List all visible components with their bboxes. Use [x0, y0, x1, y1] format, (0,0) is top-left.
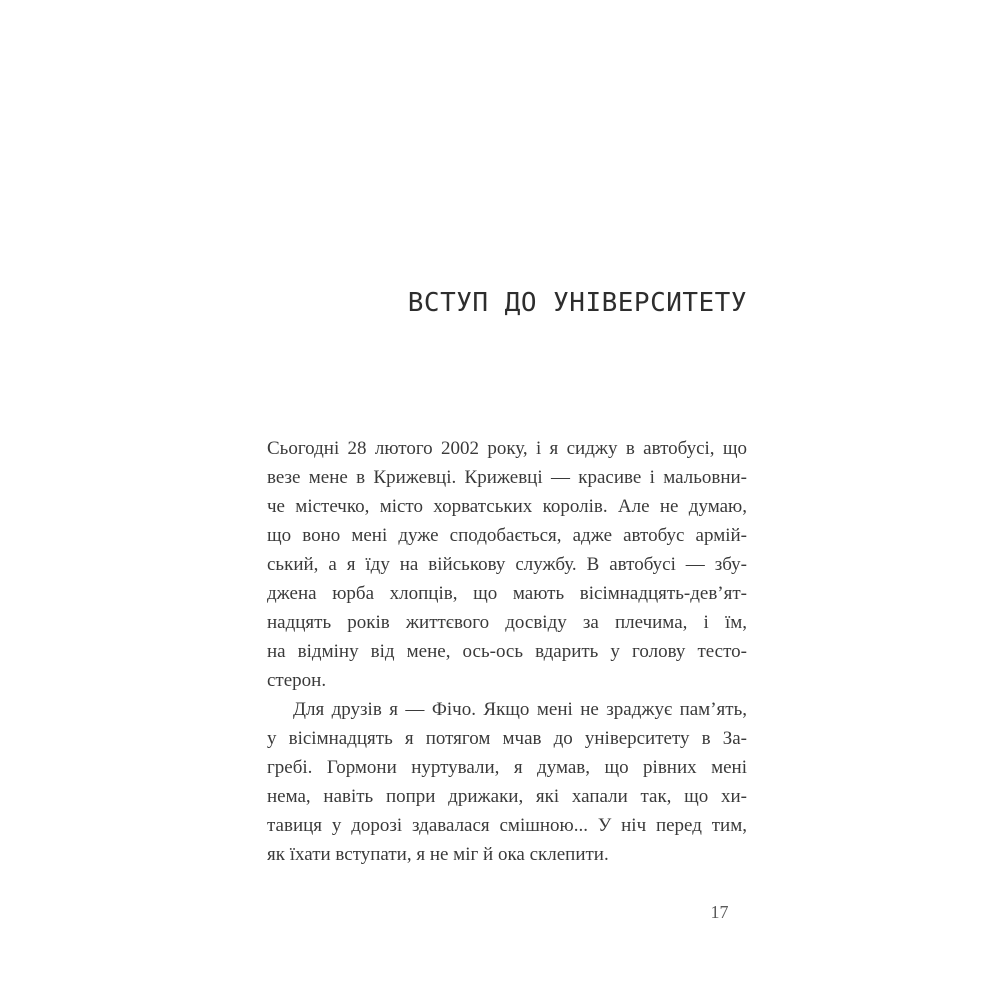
paragraph — [267, 434, 747, 695]
text-line: джена юрба хлопців, що мають вісімнадцять-дев’ят- — [267, 583, 747, 604]
chapter-title: ВСТУП ДО УНІВЕРСИТЕТУ — [407, 288, 747, 318]
text-line: ський, а я їду на військову службу. В автобусі — збу- — [267, 554, 747, 575]
text-line: тавиця у дорозі здавалася смішною... У ніч перед тим, — [267, 815, 747, 836]
text-line: на відміну від мене, ось-ось вдарить у голову тесто- — [267, 641, 747, 662]
text-line: Сьогодні 28 лютого 2002 року, і я сиджу в автобусі, що — [267, 438, 747, 459]
text-line: че містечко, місто хорватських королів. Але не думаю, — [267, 496, 747, 517]
page-number: 17 — [710, 902, 729, 922]
text-line: везе мене в Крижевці. Крижевці — красиве і мальовни- — [267, 467, 747, 488]
text-line: як їхати вступати, я не міг й ока склепити. — [267, 844, 609, 865]
paragraph — [267, 695, 747, 869]
text-line: Для друзів я — Фічо. Якщо мені не зраджує пам’ять, — [293, 699, 747, 720]
text-line: нема, навіть попри дрижаки, які хапали так, що хи- — [267, 786, 747, 807]
text-line: що воно мені дуже сподобається, адже автобус армій- — [267, 525, 747, 546]
text-line: надцять років життєвого досвіду за плечима, і їм, — [267, 612, 747, 633]
text-line: у вісімнадцять я потягом мчав до університету в За- — [267, 728, 747, 749]
text-line: стерон. — [267, 670, 327, 691]
text-block — [267, 434, 747, 869]
text-line: гребі. Гормони нуртували, я думав, що рівних мені — [267, 757, 747, 778]
